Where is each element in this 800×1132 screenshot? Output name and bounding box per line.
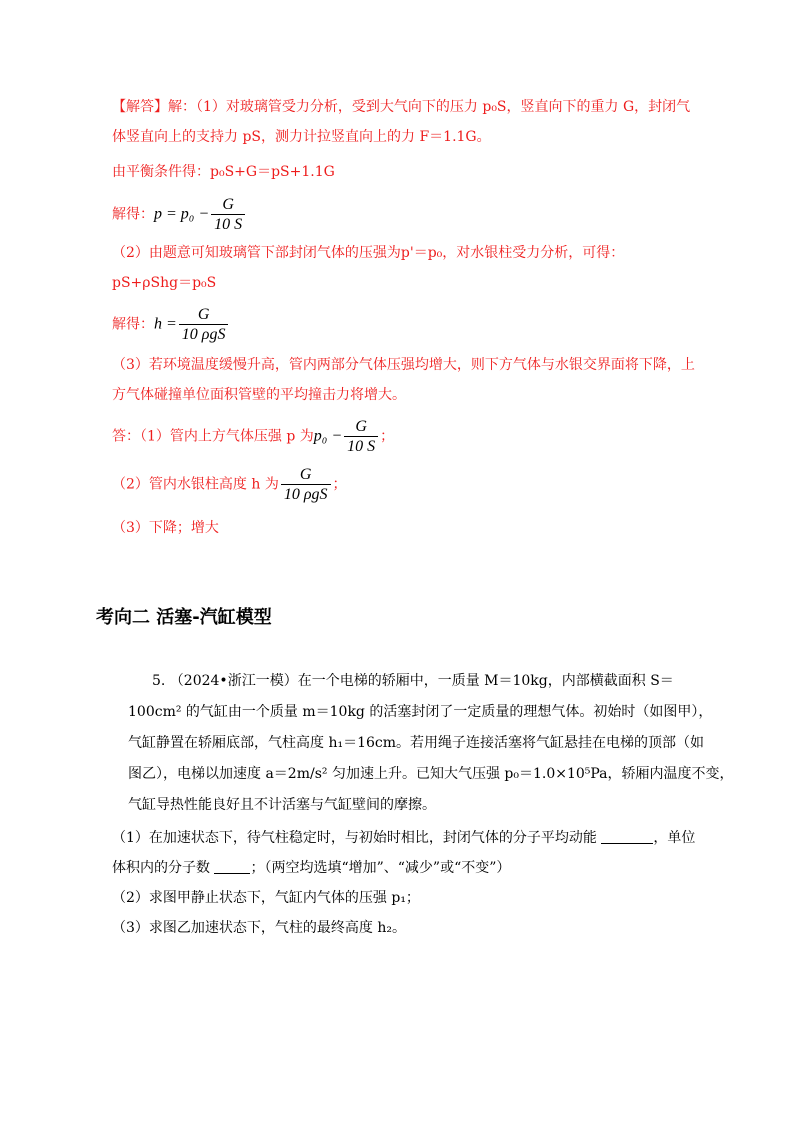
formula-p-lhs: p = p₀ −: [154, 205, 210, 223]
answer-blank-2[interactable]: [214, 859, 250, 874]
question-3: （3）求图乙加速状态下，气柱的最终高度 h₂。: [112, 920, 406, 936]
question-1-line-1: （1）在加速状态下，待气柱稳定时，与初始时相比，封闭气体的分子平均动能 ，单位: [112, 830, 696, 846]
answer-3: （3）下降；增大: [112, 520, 219, 536]
solution-line-5: （2）由题意可知玻璃管下部封闭气体的压强为p'＝p₀，对水银柱受力分析，可得：: [112, 245, 625, 261]
formula-fraction: $\frac{G}{10 S}$: [344, 418, 378, 455]
formula-ans1-lhs: p₀ −: [313, 427, 343, 445]
problem-line-5: 气缸导热性能良好且不计活塞与气缸壁间的摩擦。: [128, 797, 436, 813]
solution-tag: 【解答】: [112, 99, 168, 115]
solution-line-2: 体竖直向上的支持力 pS，测力计拉竖直向上的力 F＝1.1G。: [112, 129, 491, 145]
solution-line-9: 方气体碰撞单位面积管壁的平均撞击力将增大。: [112, 387, 406, 403]
solution-solve-p: 解得：p = p₀ − $\frac{G}{10 S}$: [112, 196, 247, 233]
answer-blank-1[interactable]: [601, 829, 653, 844]
solution-line-1: 【解答】解：（1）对玻璃管受力分析，受到大气向下的压力 p₀S，竖直向下的重力 G，封闭气: [112, 99, 691, 115]
formula-fraction: $\frac{G}{10 S}$: [211, 196, 245, 233]
formula-fraction: $\frac{G}{\text{10 ρgS}}$: [179, 306, 229, 343]
answer-1: 答：（1）管内上方气体压强 p 为p₀ − $\frac{G}{10 S}$ ；: [112, 418, 395, 455]
question-1-line-2: 体积内的分子数 ；（两空均选填“增加”、“减少”或“不变”）: [112, 860, 511, 876]
solution-line-3: 由平衡条件得：p₀S+G＝pS+1.1G: [112, 164, 335, 180]
problem-line-4: 图乙），电梯以加速度 a＝2m/s² 匀加速上升。已知大气压强 p₀＝1.0×10⁵Pa，轿厢内温度不变，: [128, 766, 734, 782]
problem-line-1: 5. （2024•浙江一模）在一个电梯的轿厢中，一质量 M＝10kg，内部横截面积 S＝: [152, 673, 674, 689]
question-2: （2）求图甲静止状态下，气缸内气体的压强 p₁；: [112, 890, 420, 906]
formula-fraction: $\frac{G}{\text{10 ρgS}}$: [281, 466, 331, 503]
solution-line-8: （3）若环境温度缓慢升高，管内两部分气体压强均增大，则下方气体与水银交界面将下降，上: [112, 357, 695, 373]
formula-h-lhs: h =: [154, 315, 177, 333]
answer-2: （2）管内水银柱高度 h 为 $\frac{G}{\text{10 ρgS}}$ ；: [112, 466, 347, 503]
problem-line-3: 气缸静置在轿厢底部，气柱高度 h₁＝16cm。若用绳子连接活塞将气缸悬挂在电梯的顶部（如: [128, 735, 705, 751]
solution-solve-h: 解得：h = $\frac{G}{\text{10 ρgS}}$: [112, 306, 230, 343]
section-heading: 考向二 活塞-汽缸模型: [96, 607, 272, 628]
solution-line-6: pS+ρShg＝p₀S: [112, 275, 217, 291]
problem-line-2: 100cm² 的气缸由一个质量 m＝10kg 的活塞封闭了一定质量的理想气体。初始时（如图甲），: [128, 704, 713, 720]
